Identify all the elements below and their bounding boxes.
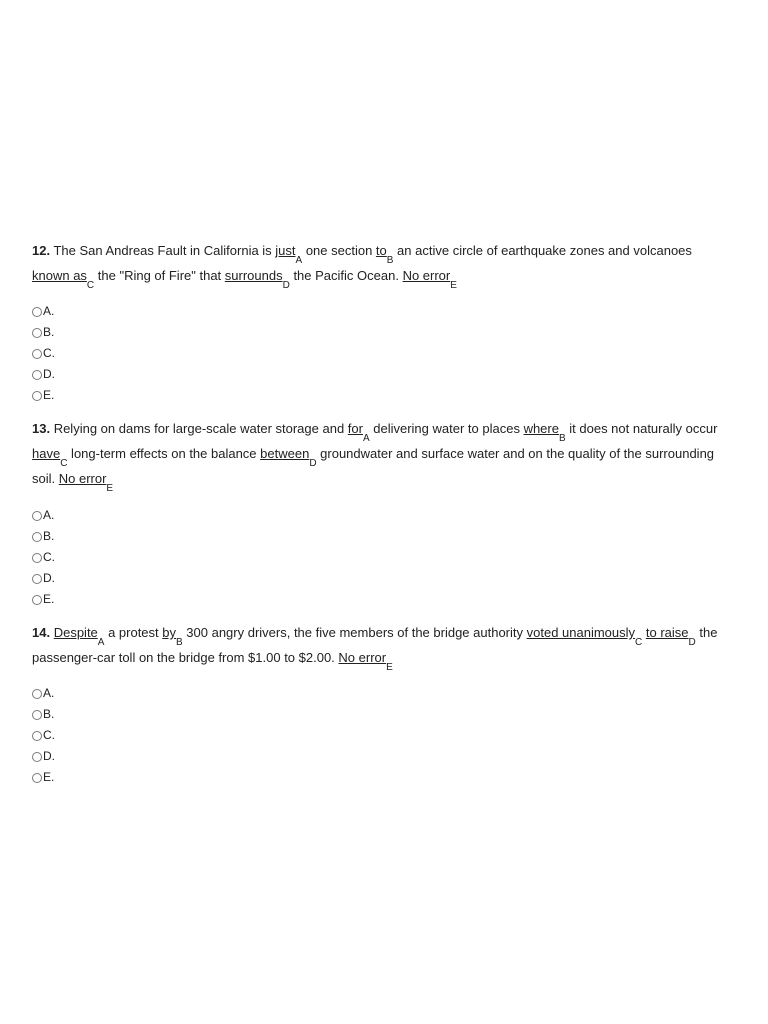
text-segment: delivering water to places — [369, 421, 524, 436]
underlined-segment: voted unanimously — [526, 625, 636, 640]
option-a[interactable] — [32, 683, 732, 704]
text-segment: Relying on dams for large-scale water storage and — [50, 421, 348, 436]
underlined-segment: surrounds — [224, 268, 283, 283]
question-12 — [32, 238, 732, 406]
option-label: C. — [43, 346, 55, 360]
underlined-segment: where — [523, 421, 559, 436]
radio-button[interactable] — [32, 391, 42, 401]
option-d[interactable] — [32, 568, 732, 589]
option-label: D. — [43, 571, 55, 585]
option-label: B. — [43, 325, 55, 339]
option-label: A. — [43, 686, 55, 700]
radio-button[interactable] — [32, 689, 42, 699]
option-label: D. — [43, 749, 55, 763]
segment-letter: E — [106, 482, 114, 494]
radio-button[interactable] — [32, 752, 42, 762]
radio-button[interactable] — [32, 710, 42, 720]
option-label: E. — [43, 770, 55, 784]
underlined-segment: No error — [58, 471, 107, 486]
worksheet — [32, 238, 732, 788]
segment-letter: C — [60, 457, 68, 469]
question-number: 14. — [32, 625, 51, 640]
radio-button[interactable] — [32, 553, 42, 563]
text-segment: The San Andreas Fault in California is — [50, 243, 276, 258]
segment-letter: A — [362, 432, 370, 444]
question-number: 12. — [32, 243, 51, 258]
segment-letter: D — [282, 279, 290, 291]
question-stem — [32, 416, 732, 494]
segment-letter: B — [386, 254, 394, 266]
radio-button[interactable] — [32, 574, 42, 584]
question-stem — [32, 620, 732, 673]
text-segment: it does not naturally occur — [565, 421, 718, 436]
underlined-segment: just — [275, 243, 296, 258]
underlined-segment: Despite — [53, 625, 98, 640]
option-label: D. — [43, 367, 55, 381]
option-c[interactable] — [32, 725, 732, 746]
option-a[interactable] — [32, 505, 732, 526]
option-b[interactable] — [32, 322, 732, 343]
text-segment: a protest — [104, 625, 163, 640]
option-e[interactable] — [32, 767, 732, 788]
segment-letter: C — [635, 636, 643, 648]
underlined-segment: by — [162, 625, 176, 640]
question-text — [32, 421, 718, 494]
text-segment: the Pacific Ocean. — [289, 268, 403, 283]
text-segment: the passenger-car toll on the bridge from $1.00 to $2.00. — [32, 625, 718, 665]
underlined-segment: have — [32, 446, 61, 461]
text-segment: one section — [302, 243, 376, 258]
option-label: C. — [43, 550, 55, 564]
option-label: B. — [43, 529, 55, 543]
option-e[interactable] — [32, 589, 732, 610]
underlined-segment: known as — [32, 268, 87, 283]
segment-letter: A — [295, 254, 303, 266]
underlined-segment: No error — [338, 650, 387, 665]
question-text — [32, 243, 692, 291]
radio-button[interactable] — [32, 511, 42, 521]
underlined-segment: to — [375, 243, 387, 258]
text-segment: long-term effects on the balance — [67, 446, 261, 461]
option-b[interactable] — [32, 526, 732, 547]
option-e[interactable] — [32, 385, 732, 406]
option-label: A. — [43, 508, 55, 522]
segment-letter: D — [309, 457, 317, 469]
question-13 — [32, 416, 732, 610]
segment-letter: E — [386, 661, 393, 673]
answer-options — [32, 505, 732, 610]
underlined-segment: between — [260, 446, 310, 461]
segment-letter: A — [97, 636, 105, 648]
radio-button[interactable] — [32, 370, 42, 380]
radio-button[interactable] — [32, 349, 42, 359]
radio-button[interactable] — [32, 328, 42, 338]
text-segment: groundwater and surface water and on the quality of the surrounding soil. — [32, 446, 715, 486]
radio-button[interactable] — [32, 532, 42, 542]
text-segment: 300 angry drivers, the five members of the bridge authority — [182, 625, 527, 640]
answer-options — [32, 301, 732, 406]
question-stem — [32, 238, 732, 291]
text-segment: an active circle of earthquake zones and volcanoes — [393, 243, 692, 258]
option-c[interactable] — [32, 547, 732, 568]
text-segment: the "Ring of Fire" that — [94, 268, 225, 283]
option-label: A. — [43, 304, 55, 318]
question-number: 13. — [32, 421, 51, 436]
option-a[interactable] — [32, 301, 732, 322]
segment-letter: C — [86, 279, 95, 291]
answer-options — [32, 683, 732, 788]
option-b[interactable] — [32, 704, 732, 725]
underlined-segment: for — [347, 421, 363, 436]
radio-button[interactable] — [32, 307, 42, 317]
option-label: E. — [43, 592, 55, 606]
option-d[interactable] — [32, 746, 732, 767]
option-d[interactable] — [32, 364, 732, 385]
question-14 — [32, 620, 732, 788]
option-label: E. — [43, 388, 55, 402]
option-c[interactable] — [32, 343, 732, 364]
segment-letter: E — [450, 279, 457, 291]
question-text — [32, 625, 718, 673]
segment-letter: B — [176, 636, 183, 648]
segment-letter: D — [688, 636, 696, 648]
underlined-segment: No error — [402, 268, 451, 283]
option-label: B. — [43, 707, 55, 721]
option-label: C. — [43, 728, 55, 742]
underlined-segment: to raise — [645, 625, 689, 640]
segment-letter: B — [558, 432, 566, 444]
radio-button[interactable] — [32, 595, 42, 605]
radio-button[interactable] — [32, 731, 42, 741]
radio-button[interactable] — [32, 773, 42, 783]
